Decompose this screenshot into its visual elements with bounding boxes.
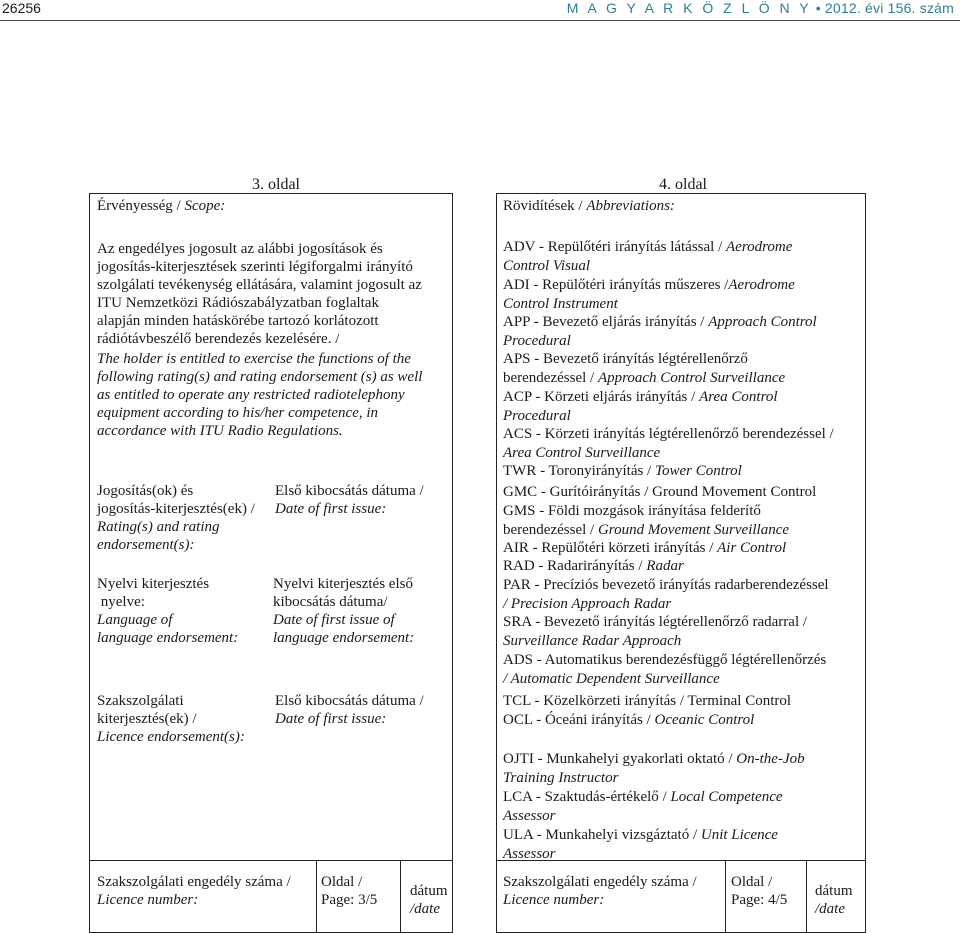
- licence-label-en: Licence endorsement(s):: [97, 729, 245, 745]
- abbreviation-line: [503, 369, 863, 388]
- page-header: [0, 0, 960, 22]
- abbreviation-hu: ACS - Körzeti irányítás légtérellenőrző berendezéssel /: [503, 426, 834, 442]
- abbreviation-hu: AIR - Repülőtéri körzeti irányítás /: [503, 540, 718, 556]
- abbreviation-hu: berendezéssel /: [503, 521, 598, 538]
- abbreviation-hu: ADS - Automatikus berendezésfüggő légtérellenőrzés: [503, 652, 827, 668]
- abbreviation-en: On-the-Job: [736, 751, 805, 767]
- language-label-hu: Nyelvi kiterjesztés: [97, 576, 210, 592]
- abbreviation-hu: SRA - Bevezető irányítás légtérellenőrző radarral /: [503, 614, 808, 630]
- language-label-en: language endorsement:: [97, 630, 239, 646]
- abbreviation-en: Training Instructor: [503, 769, 619, 786]
- abbreviation-item: [503, 388, 863, 425]
- abbreviation-en: Aerodrome: [726, 239, 793, 255]
- abbreviations-heading: [503, 197, 675, 215]
- abbreviation-item: [503, 425, 863, 462]
- licence-number-label-hu: Szakszolgálati engedély száma /: [503, 874, 697, 890]
- abbreviation-line: [503, 750, 863, 769]
- abbreviation-item: [503, 276, 863, 313]
- abbreviation-line: [503, 388, 863, 407]
- abbreviation-en: Procedural: [503, 332, 571, 349]
- abbreviation-en: Area Control: [699, 389, 778, 405]
- abbreviation-line: [503, 769, 863, 788]
- abbreviation-en: / Precision Approach Radar: [503, 595, 672, 612]
- language-date-label-en: language endorsement:: [273, 630, 415, 646]
- abbreviation-hu: ADV - Repülőtéri irányítás látással /: [503, 239, 727, 255]
- abbreviation-en: Aerodrome: [728, 277, 795, 293]
- abbreviation-line: [503, 557, 863, 576]
- journal-name: M A G Y A R K Ö Z L Ö N Y: [566, 0, 812, 16]
- abbreviation-en: Approach Control: [708, 314, 817, 330]
- abbreviation-item: [503, 788, 863, 825]
- abbreviation-line: [503, 845, 863, 864]
- scope-hu-line: rádiótávbeszélő berendezés kezelésére. /: [97, 331, 340, 347]
- first-issue-label-en: Date of first issue:: [275, 501, 387, 517]
- abbreviation-en: Approach Control Surveillance: [597, 369, 786, 386]
- abbreviation-item: [503, 613, 863, 650]
- left-footer-divider-1: [316, 860, 317, 933]
- first-issue-label-hu: Első kibocsátás dátuma /: [275, 483, 424, 499]
- licence-endorsement-label: [97, 692, 245, 746]
- scope-heading: [97, 197, 225, 215]
- abbreviation-item: [503, 238, 863, 275]
- abbreviation-item: [503, 539, 863, 558]
- abbreviation-line: [503, 350, 863, 369]
- page-label-en: Page: 3/5: [321, 892, 378, 908]
- left-footer-licence-number: [97, 873, 291, 909]
- abbreviation-line: [503, 670, 863, 689]
- page-number: 26256: [2, 0, 41, 16]
- abbreviation-hu: LCA - Szaktudás-értékelő /: [503, 789, 671, 805]
- abbreviation-line: [503, 595, 863, 614]
- abbreviation-en: Procedural: [503, 407, 571, 424]
- scope-en-line: following rating(s) and rating endorsement (s) as well: [97, 369, 423, 385]
- abbreviation-line: [503, 826, 863, 845]
- abbreviations-label-en: Abbreviations:: [586, 198, 675, 214]
- scope-en-line: equipment according to his/her competence, in: [97, 405, 379, 421]
- journal-title: [567, 0, 954, 16]
- abbreviation-line: [503, 295, 863, 314]
- abbreviation-hu: OJTI - Munkahelyi gyakorlati oktató /: [503, 751, 737, 767]
- scope-hu-line: ITU Nemzetközi Rádiószabályzatban foglaltak: [97, 295, 379, 311]
- language-label: [97, 575, 238, 647]
- abbreviation-line: [503, 407, 863, 426]
- abbreviation-line: [503, 807, 863, 826]
- scope-hu-line: Az engedélyes jogosult az alábbi jogosítások és: [97, 241, 383, 257]
- abbreviation-line: [503, 651, 863, 670]
- abbreviation-line: [503, 238, 863, 257]
- abbreviation-hu: GMC - Gurítóirányítás / Ground Movement Control: [503, 484, 817, 500]
- abbreviation-line: [503, 276, 863, 295]
- licence-number-label-en: Licence number:: [503, 892, 605, 908]
- rating-label: [97, 482, 255, 554]
- right-footer-licence-number: [503, 873, 697, 909]
- abbreviation-item: [503, 826, 863, 863]
- abbreviation-en: / Automatic Dependent Surveillance: [503, 670, 720, 687]
- licence-date-label-en: Date of first issue:: [275, 711, 387, 727]
- abbreviation-en: Unit Licence: [700, 827, 778, 843]
- page-label-en: Page: 4/5: [731, 892, 788, 908]
- licence-number-label-en: Licence number:: [97, 892, 199, 908]
- abbreviation-line: [503, 483, 863, 502]
- abbreviation-line: [503, 502, 863, 521]
- scope-hu-line: jogosítás-kiterjesztések szerinti légiforgalmi irányító: [97, 259, 413, 275]
- scope-en-line: accordance with ITU Radio Regulations.: [97, 423, 343, 439]
- abbreviation-line: [503, 313, 863, 332]
- rating-first-issue: [275, 482, 424, 518]
- left-footer-date: [410, 882, 448, 918]
- licence-date-label-hu: Első kibocsátás dátuma /: [275, 693, 424, 709]
- page-label-hu: Oldal /: [731, 874, 773, 890]
- abbreviation-hu: ACP - Körzeti eljárás irányítás /: [503, 389, 700, 405]
- left-page-label: 3. oldal: [252, 176, 300, 193]
- licence-first-issue: [275, 692, 424, 728]
- licence-label-hu: Szakszolgálati: [97, 693, 184, 709]
- abbreviation-line: [503, 521, 863, 540]
- abbreviation-line: [503, 444, 863, 463]
- date-label-en: /date: [815, 901, 845, 917]
- right-footer-date: [815, 882, 853, 918]
- abbreviation-item: [503, 576, 863, 613]
- abbreviation-en: Area Control Surveillance: [503, 444, 661, 461]
- abbreviation-item: [503, 313, 863, 350]
- date-label-en: /date: [410, 901, 440, 917]
- language-label-en: Language of: [97, 612, 173, 628]
- abbreviation-line: [503, 692, 863, 711]
- rating-label-en: endorsement(s):: [97, 537, 195, 553]
- abbreviation-line: [503, 576, 863, 595]
- abbreviation-line: [503, 257, 863, 276]
- abbreviation-hu: RAD - Radarirányítás /: [503, 558, 647, 574]
- abbreviation-item: [503, 557, 863, 576]
- language-date-label-hu: kibocsátás dátuma/: [273, 594, 388, 610]
- rating-label-hu: jogosítás-kiterjesztés(ek) /: [97, 501, 255, 517]
- abbreviation-en: Assessor: [503, 845, 556, 862]
- right-footer-divider-1: [725, 860, 726, 933]
- left-footer-divider-2: [400, 860, 401, 933]
- abbreviation-item: [503, 502, 863, 539]
- abbreviation-line: [503, 788, 863, 807]
- abbreviation-hu: PAR - Precíziós bevezető irányítás radarberendezéssel: [503, 577, 829, 593]
- scope-text-en: [97, 350, 422, 440]
- abbreviation-line: [503, 332, 863, 351]
- scope-text-hu: [97, 240, 422, 348]
- abbreviation-hu: TCL - Közelkörzeti irányítás / Terminal Control: [503, 693, 792, 709]
- abbreviation-line: [503, 632, 863, 651]
- abbreviation-line: [503, 613, 863, 632]
- licence-number-label-hu: Szakszolgálati engedély száma /: [97, 874, 291, 890]
- abbreviation-en: Tower Control: [654, 463, 742, 479]
- abbreviation-item: [503, 750, 863, 787]
- abbreviation-line: [503, 711, 863, 730]
- scope-label-hu: Érvényesség /: [97, 198, 185, 214]
- abbreviation-hu: berendezéssel /: [503, 369, 598, 386]
- abbreviation-hu: APP - Bevezető eljárás irányítás /: [503, 314, 709, 330]
- right-footer-divider-2: [806, 860, 807, 933]
- scope-hu-line: alapján minden hatáskörébe tartozó korlátozott: [97, 313, 379, 329]
- abbreviation-item: [503, 350, 863, 387]
- abbreviation-line: [503, 425, 863, 444]
- page-label-hu: Oldal /: [321, 874, 363, 890]
- abbreviation-hu: OCL - Óceáni irányítás /: [503, 712, 655, 728]
- language-date-label-hu: Nyelvi kiterjesztés első: [273, 576, 413, 592]
- abbreviation-en: Air Control: [717, 540, 787, 556]
- licence-label-hu: kiterjesztés(ek) /: [97, 711, 197, 727]
- right-page-label: 4. oldal: [659, 176, 707, 193]
- right-footer-page: [731, 873, 787, 909]
- abbreviation-hu: GMS - Földi mozgások irányítása felderítő: [503, 503, 761, 519]
- abbreviation-hu: TWR - Toronyirányítás /: [503, 463, 655, 479]
- abbreviation-item: [503, 692, 863, 711]
- abbreviation-line: [503, 539, 863, 558]
- abbreviation-en: Local Competence: [670, 789, 783, 805]
- date-label-hu: dátum: [815, 883, 853, 899]
- scope-label-en: Scope:: [184, 198, 226, 214]
- language-date-label-en: Date of first issue of: [273, 612, 395, 628]
- abbreviation-hu: ADI - Repülőtéri irányítás műszeres /: [503, 277, 729, 293]
- abbreviation-hu: APS - Bevezető irányítás légtérellenőrző: [503, 351, 748, 367]
- abbreviation-en: Radar: [646, 558, 684, 574]
- abbreviation-item: [503, 651, 863, 688]
- language-first-issue: [273, 575, 414, 647]
- abbreviation-en: Assessor: [503, 807, 556, 824]
- abbreviation-en: Ground Movement Surveillance: [597, 521, 790, 538]
- abbreviation-item: [503, 711, 863, 730]
- left-footer-rule: [89, 860, 453, 861]
- abbreviation-en: Control Visual: [503, 257, 591, 274]
- rating-label-en: Rating(s) and rating: [97, 519, 220, 535]
- abbreviation-hu: ULA - Munkahelyi vizsgáztató /: [503, 827, 701, 843]
- left-footer-page: [321, 873, 377, 909]
- abbreviation-en: Surveillance Radar Approach: [503, 632, 682, 649]
- abbreviation-item: [503, 462, 863, 481]
- date-label-hu: dátum: [410, 883, 448, 899]
- abbreviation-line: [503, 462, 863, 481]
- header-rule: [0, 20, 960, 21]
- rating-label-hu: Jogosítás(ok) és: [97, 483, 194, 499]
- language-label-hu: nyelve:: [97, 594, 145, 610]
- abbreviation-item: [503, 483, 863, 502]
- scope-hu-line: szolgálati tevékenység ellátására, valamint jogosult az: [97, 277, 422, 293]
- journal-issue: • 2012. évi 156. szám: [815, 0, 954, 16]
- abbreviation-en: Control Instrument: [503, 295, 618, 312]
- abbreviation-en: Oceanic Control: [654, 712, 755, 728]
- scope-en-line: as entitled to operate any restricted radiotelephony: [97, 387, 405, 403]
- abbreviations-label-hu: Rövidítések /: [503, 198, 587, 214]
- scope-en-line: The holder is entitled to exercise the functions of the: [97, 351, 411, 367]
